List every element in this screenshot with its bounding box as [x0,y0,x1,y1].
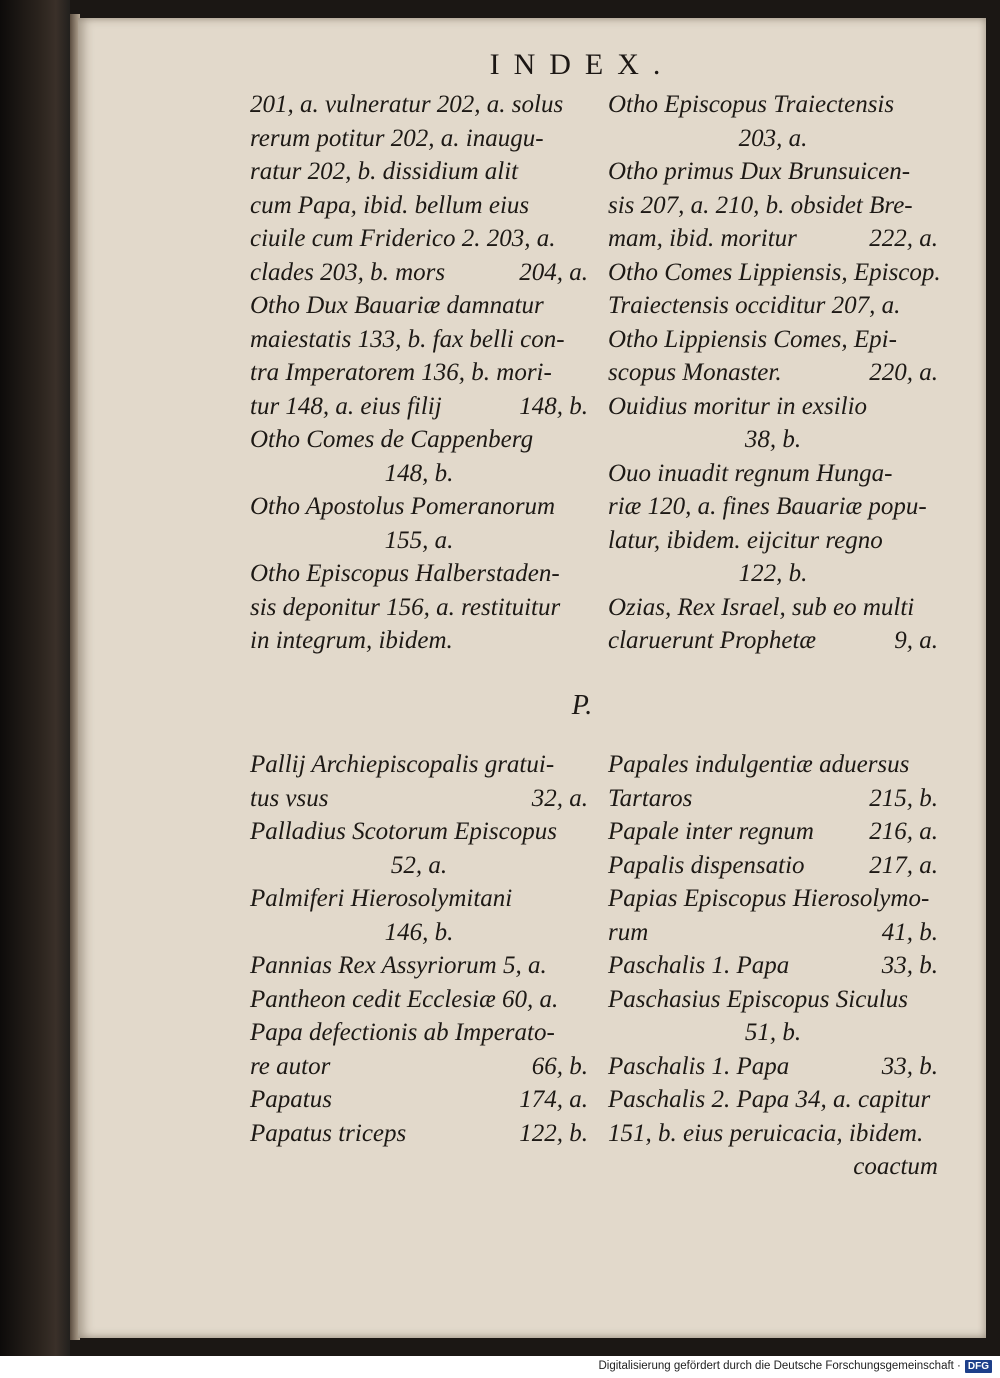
index-entry-text: Ouo inuadit regnum Hunga- [608,459,893,487]
index-line [608,524,938,558]
index-entry-text: Ozias, Rex Israel, sub eo multi [608,593,915,621]
index-line [608,591,938,625]
index-line [250,122,588,156]
index-line [250,222,588,256]
index-line [250,849,588,883]
index-entry-text: riæ 120, a. fines Bauariæ popu- [608,493,927,520]
index-line [250,983,588,1017]
index-line [608,849,938,883]
index-line [608,122,938,156]
index-entry-text: 203, a. [738,124,808,152]
index-entry-text: Paschasius Episcopus Siculus [608,985,908,1013]
index-entry-text: Papale inter regnum [608,818,814,845]
index-line [608,390,938,424]
index-entry-text: claruerunt Prophetæ [608,627,817,654]
index-line [250,748,588,782]
index-line [250,356,588,390]
index-line [250,289,588,323]
index-line [608,983,938,1017]
index-column-top-right [608,88,941,658]
index-line [608,1117,938,1151]
index-page-ref: 32, a. [531,784,588,812]
index-entry-text: tus vsus [250,784,329,812]
index-line [608,1150,938,1184]
footer-text: Digitalisierung gefördert durch die Deutsche Forschungsgemeinschaft · [598,1360,961,1372]
index-line [250,88,588,122]
index-entry-text: Papatus [250,1086,332,1113]
index-line [250,1083,588,1117]
index-line [250,323,588,357]
index-line [250,591,588,625]
index-column-bottom-left [250,748,588,1150]
index-line [250,624,588,658]
index-entry-text: Papalis dispensatio [608,851,805,879]
index-line [608,557,938,591]
index-column-top-left [250,88,588,658]
index-entry-text: rerum potitur 202, a. inaugu- [250,124,544,152]
index-entry-text: Otho Comes Lippiensis, Episcop. [608,258,941,286]
index-line [250,423,588,457]
index-line [608,1016,938,1050]
index-entry-text: 51, b. [744,1019,802,1046]
index-page-ref: 122, b. [519,1119,588,1147]
index-line [250,155,588,189]
index-line [250,916,588,950]
dfg-logo: DFG [965,1360,992,1373]
index-entry-text: Otho Lippiensis Comes, Epi- [608,325,897,353]
index-line [250,882,588,916]
index-page-ref: 222, a. [869,225,938,252]
index-entry-text: Tartaros [608,784,693,812]
index-line [608,490,938,524]
index-line [608,916,938,950]
index-line [608,624,938,658]
index-line [250,1050,588,1084]
index-line [608,189,938,223]
index-line [608,289,938,323]
index-line [608,155,938,189]
index-entry-text: clades 203, b. mors [250,258,446,286]
index-entry-text: 155, a. [384,526,454,554]
index-entry-text: rum [608,918,649,946]
index-entry-text: coactum [853,1153,938,1180]
index-entry-text: mam, ibid. moritur [608,225,797,252]
index-entry-text: 52, a. [390,851,448,879]
index-line [250,1117,588,1151]
index-entry-text: cum Papa, ibid. bellum eius [250,191,530,219]
index-line [250,557,588,591]
index-entry-text: Papales indulgentiæ aduersus [608,751,910,778]
index-line [250,189,588,223]
index-entry-text: Otho Apostolus Pomeranorum [250,493,556,520]
index-line [608,748,938,782]
index-entry-text: 151, b. eius peruicacia, ibidem. [608,1119,924,1147]
index-entry-text: Palmiferi Hierosolymitani [250,885,513,912]
book-page [78,18,986,1338]
index-entry-text: tur 148, a. eius filij [250,392,442,420]
book-spine [0,0,70,1356]
index-line [608,323,938,357]
index-page-ref: 174, a. [519,1086,588,1113]
index-line [608,1050,938,1084]
index-entry-text: 201, a. vulneratur 202, a. solus [250,91,564,118]
index-line [608,815,938,849]
index-line [608,356,938,390]
index-line [250,390,588,424]
index-line [608,423,938,457]
index-line [608,949,938,983]
index-entry-text: ratur 202, b. dissidium alit [250,158,519,185]
page-header: INDEX. [489,48,675,81]
funding-footer [598,1358,992,1374]
index-page-ref: 204, a. [519,258,588,286]
index-line [250,949,588,983]
index-page-ref: 9, a. [894,627,938,654]
index-entry-text: latur, ibidem. eijcitur regno [608,526,883,554]
index-line [250,524,588,558]
index-line [250,490,588,524]
index-entry-text: maiestatis 133, b. fax belli con- [250,325,565,353]
index-line [608,1083,938,1117]
index-line [608,222,938,256]
index-entry-text: 122, b. [738,560,808,587]
index-entry-text: ciuile cum Friderico 2. 203, a. [250,225,556,252]
index-entry-text: scopus Monaster. [608,359,782,386]
index-entry-text: Pantheon cedit Ecclesiæ 60, a. [250,985,559,1013]
index-page-ref: 33, b. [881,952,938,979]
index-entry-text: Paschalis 1. Papa [608,952,790,979]
index-line [250,457,588,491]
index-page-ref: 217, a. [869,851,938,879]
index-page-ref: 215, b. [869,784,938,812]
index-entry-text: sis deponitur 156, a. restituitur [250,593,561,621]
index-entry-text: Otho primus Dux Brunsuicen- [608,158,911,185]
index-entry-text: Papias Episcopus Hierosolymo- [608,885,930,912]
index-line [250,256,588,290]
index-entry-text: Paschalis 2. Papa 34, a. capitur [608,1086,931,1113]
index-column-bottom-right [608,748,938,1184]
index-entry-text: tra Imperatorem 136, b. mori- [250,359,552,386]
index-page-ref: 216, a. [869,818,938,845]
index-entry-text: Papa defectionis ab Imperato- [250,1019,555,1046]
index-entry-text: Pannias Rex Assyriorum 5, a. [250,952,547,979]
index-line [608,256,941,290]
index-entry-text: Papatus triceps [250,1119,407,1147]
index-page-ref: 33, b. [881,1052,938,1080]
index-line [250,815,588,849]
index-entry-text: sis 207, a. 210, b. obsidet Bre- [608,191,913,219]
index-entry-text: 148, b. [384,459,454,487]
index-entry-text: Pallij Archiepiscopalis gratui- [250,751,555,778]
index-line [608,88,938,122]
index-entry-text: Otho Dux Bauariæ damnatur [250,292,544,319]
index-line [250,1016,588,1050]
index-page-ref: 220, a. [869,359,938,386]
index-entry-text: in integrum, ibidem. [250,627,453,654]
index-entry-text: Paschalis 1. Papa [608,1052,790,1080]
index-entry-text: 38, b. [744,426,802,453]
index-entry-text: Palladius Scotorum Episcopus [250,818,557,845]
index-line [608,457,938,491]
index-entry-text: Otho Episcopus Halberstaden- [250,560,560,587]
index-entry-text: Otho Episcopus Traiectensis [608,91,895,118]
index-line [250,782,588,816]
index-line [608,782,938,816]
index-page-ref: 66, b. [531,1052,588,1080]
index-entry-text: Traiectensis occiditur 207, a. [608,292,901,319]
index-entry-text: 146, b. [384,918,454,946]
index-entry-text: Ouidius moritur in exsilio [608,392,868,420]
index-line [608,882,938,916]
index-page-ref: 41, b. [881,918,938,946]
index-entry-text: Otho Comes de Cappenberg [250,426,534,453]
index-page-ref: 148, b. [519,392,588,420]
section-letter: P. [571,690,593,721]
index-entry-text: re autor [250,1052,331,1080]
